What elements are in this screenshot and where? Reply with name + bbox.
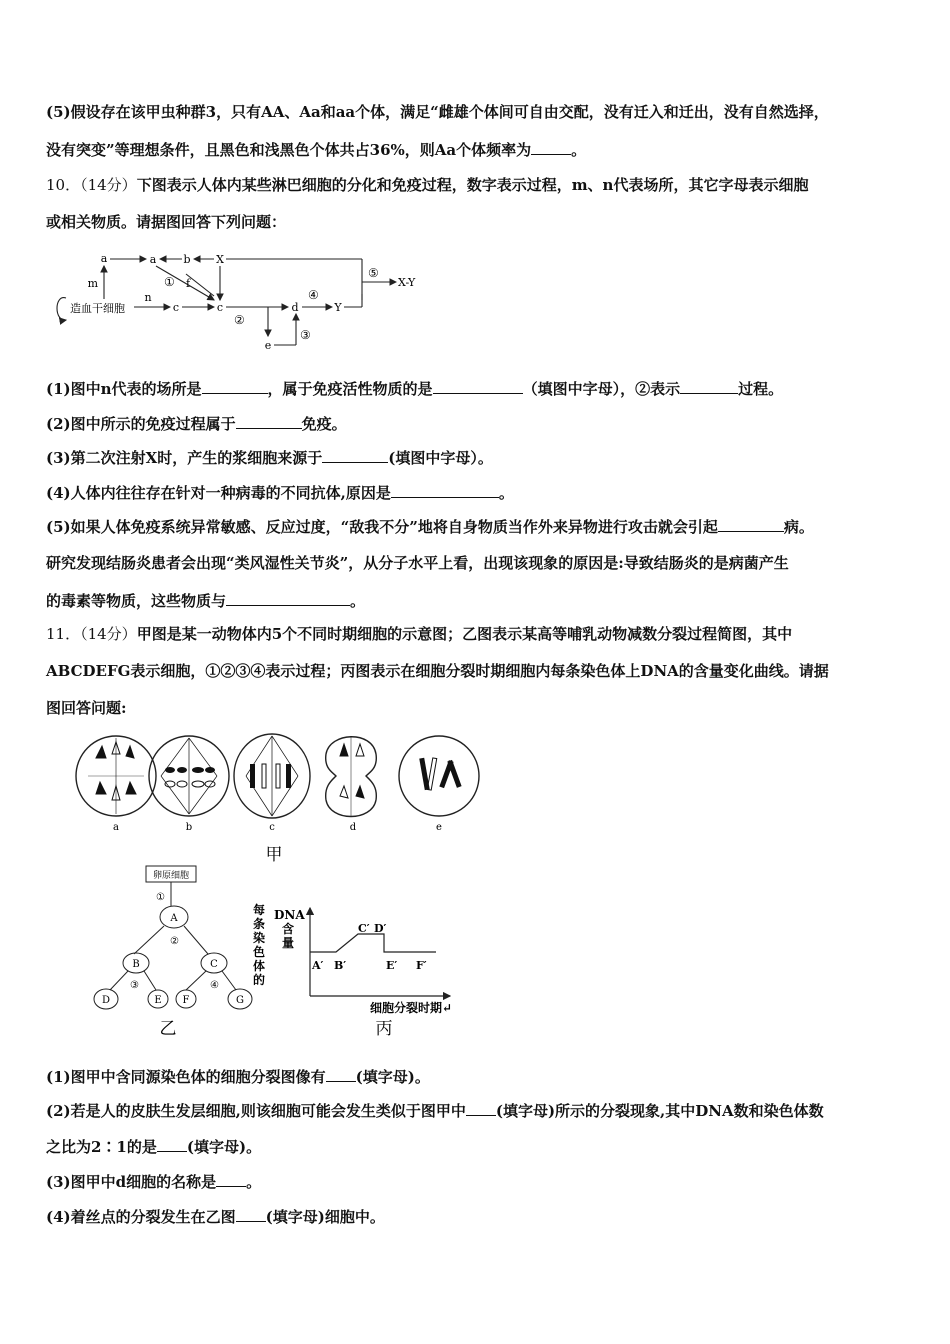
label-circle-1: ①	[164, 275, 175, 289]
figure-caption-yi: 乙	[159, 1019, 177, 1039]
label-a-top: a	[100, 252, 108, 265]
q10-sub5-line3: 的毒素等物质，这些物质与 。	[46, 592, 366, 610]
process-3-label: ③	[130, 980, 139, 991]
point-C-prime: C′	[358, 922, 370, 935]
answer-blank[interactable]	[226, 590, 350, 606]
svg-text:每: 每	[253, 903, 266, 917]
dna-content-figure-bing	[250, 896, 480, 1042]
answer-blank[interactable]	[680, 378, 738, 394]
answer-blank[interactable]	[391, 482, 499, 498]
q11-sub4: (4)着丝点的分裂发生在乙图 (填字母)细胞中。	[46, 1208, 385, 1226]
q10-intro-line2: 或相关物质。请据图回答下列问题：	[46, 213, 287, 231]
q11-intro-line3: 图回答问题:	[46, 699, 127, 717]
cell-F-label: F	[182, 995, 190, 1006]
label-d: d	[291, 301, 299, 314]
answer-blank[interactable]	[433, 378, 523, 394]
oogonium-label: 卵原细胞	[152, 871, 190, 881]
point-D-prime: D′	[374, 922, 387, 935]
label-b: b	[183, 253, 191, 266]
cell-label-c: c	[269, 822, 275, 833]
cell-label-b: b	[185, 822, 193, 833]
answer-blank[interactable]	[216, 1171, 246, 1187]
label-stem-cell: 造血干细胞	[70, 302, 125, 315]
label-m: m	[87, 277, 98, 290]
answer-blank[interactable]	[322, 447, 388, 463]
cell-E-label: E	[154, 995, 162, 1006]
y-axis-dna: DNA	[274, 908, 305, 922]
label-n: n	[144, 291, 152, 304]
q11-sub1: (1)图甲中含同源染色体的细胞分裂图像有 (填字母)。	[46, 1068, 430, 1086]
q11-sub3: (3)图甲中d细胞的名称是 。	[46, 1173, 262, 1191]
answer-blank[interactable]	[326, 1066, 356, 1082]
label-x: X	[216, 253, 224, 266]
cell-A-label: A	[170, 913, 178, 924]
y-axis-han: 含	[282, 922, 295, 936]
label-c-left: c	[172, 301, 180, 314]
label-circle-4: ④	[308, 288, 319, 302]
label-a-mid: a	[149, 253, 157, 266]
cell-label-e: e	[436, 822, 442, 833]
label-e: e	[264, 339, 272, 352]
cell-C-label: C	[210, 959, 218, 970]
figure-caption-jia: 甲	[265, 845, 283, 865]
label-f: f	[186, 277, 191, 290]
meiosis-tree-figure-yi	[86, 862, 266, 1042]
y-axis-liang: 量	[282, 936, 295, 950]
answer-blank[interactable]	[718, 516, 784, 532]
q9-part5-line2: 没有突变”等理想条件，且黑色和浅黑色个体共占36%，则Aa个体频率为 。	[46, 141, 587, 159]
cell-D-label: D	[101, 995, 111, 1006]
label-y: Y	[334, 301, 342, 314]
q9-part5-line1: (5)假设存在该甲虫种群3，只有AA、Aa和aa个体，满足“雌雄个体间可自由交配，没有迁入和迁出，没有自然选择，	[46, 103, 829, 121]
answer-blank[interactable]	[531, 139, 571, 155]
q11-intro-line2: ABCDEFG表示细胞，①②③④表示过程；丙图表示在细胞分裂时期细胞内每条染色体上DNA的含量变化曲线。请据	[46, 662, 829, 680]
answer-blank[interactable]	[236, 413, 302, 429]
q10-sub1: (1)图中n代表的场所是 ，属于免疫活性物质的是 （填图中字母），②表示 过程。	[46, 380, 784, 398]
figure-caption-bing: 丙	[375, 1019, 393, 1039]
cell-label-d: d	[349, 822, 357, 833]
process-4-label: ④	[210, 980, 219, 991]
q11-sub2-line2: 之比为2∶1的是 (填字母)。	[46, 1138, 262, 1156]
label-x-y: X-Y	[398, 276, 416, 289]
q11-sub2-line1: (2)若是人的皮肤生发层细胞,则该细胞可能会发生类似于图甲中 (填字母)所示的分裂现象,其中DNA数和染色体数	[46, 1102, 824, 1120]
cell-label-a: a	[113, 822, 119, 833]
lymphocyte-diagram	[46, 244, 446, 354]
label-circle-3: ③	[300, 328, 311, 342]
svg-text:色: 色	[253, 945, 266, 959]
label-circle-5: ⑤	[368, 266, 379, 280]
svg-text:体: 体	[253, 959, 266, 973]
svg-text:染: 染	[253, 931, 266, 945]
y-axis-label	[252, 902, 265, 987]
point-E-prime: E′	[386, 959, 398, 972]
q10-sub2: (2)图中所示的免疫过程属于 免疫。	[46, 415, 347, 433]
label-c-right: c	[216, 301, 224, 314]
q10-sub3: (3)第二次注射X时，产生的浆细胞来源于 (填图中字母）。	[46, 449, 493, 467]
cell-B-label: B	[132, 959, 140, 970]
point-A-prime: A′	[312, 959, 324, 972]
q10-intro-line1: 10．（14分）下图表示人体内某些淋巴细胞的分化和免疫过程，数字表示过程，m、n代表场所，其它字母表示细胞	[46, 176, 809, 194]
answer-blank[interactable]	[466, 1100, 496, 1116]
q10-sub5-line1: (5)如果人体免疫系统异常敏感、反应过度，“敌我不分”地将自身物质当作外来异物进行攻击就会引起 病。	[46, 518, 814, 536]
answer-blank[interactable]	[202, 378, 268, 394]
process-1-label: ①	[156, 892, 165, 903]
x-axis-label: 细胞分裂时期↵	[370, 1001, 453, 1015]
answer-blank[interactable]	[236, 1206, 266, 1222]
q11-intro-line1: 11．（14分）甲图是某一动物体内5个不同时期细胞的示意图；乙图表示某高等哺乳动物减数分裂过程简图，其中	[46, 625, 793, 643]
cell-division-figure-jia	[66, 728, 486, 868]
point-F-prime: F′	[416, 959, 427, 972]
cell-G-label: G	[236, 995, 244, 1006]
q10-sub4: (4)人体内往往存在针对一种病毒的不同抗体,原因是 。	[46, 484, 514, 502]
q10-sub5-line2: 研究发现结肠炎患者会出现“类风湿性关节炎”，从分子水平上看，出现该现象的原因是:导致结肠炎的是病菌产生	[46, 554, 789, 572]
process-2-label: ②	[170, 936, 179, 947]
svg-text:条: 条	[253, 917, 266, 931]
svg-text:的: 的	[253, 973, 266, 987]
label-circle-2: ②	[234, 313, 245, 327]
answer-blank[interactable]	[157, 1136, 187, 1152]
point-B-prime: B′	[334, 959, 347, 972]
